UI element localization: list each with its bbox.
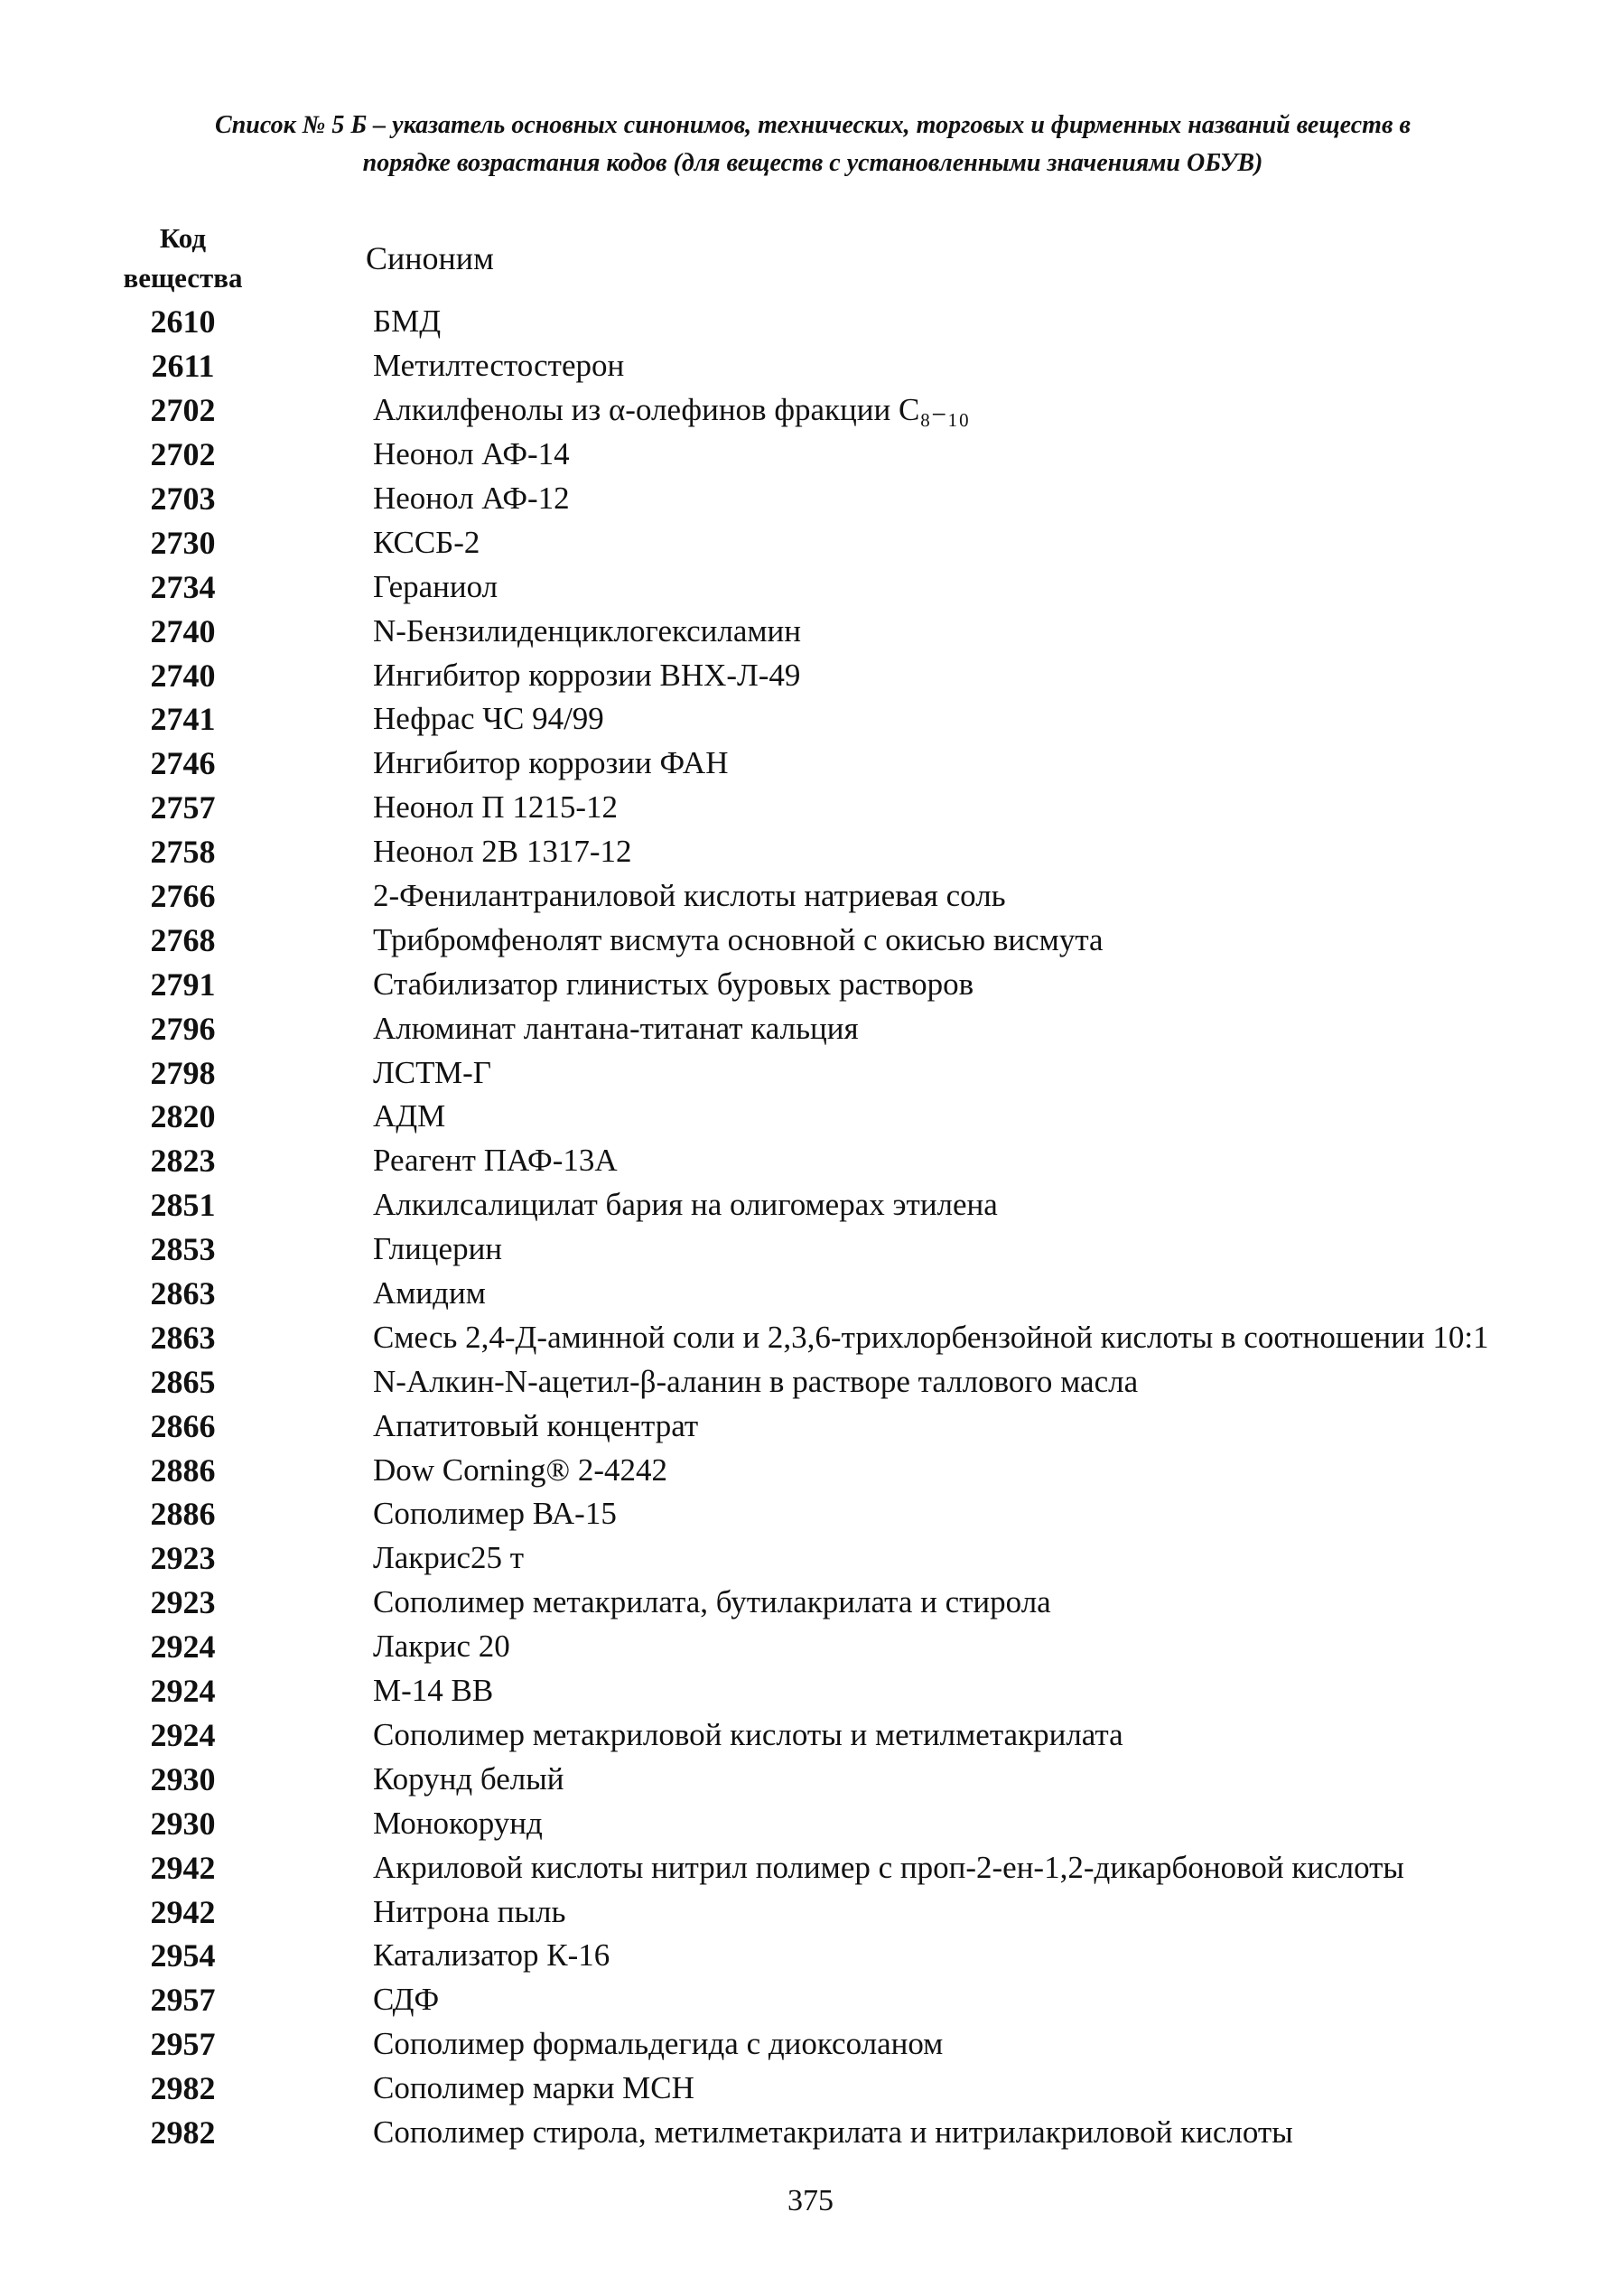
table-row <box>90 2022 1553 2067</box>
code-header-line-1: Код <box>159 222 207 254</box>
substance-code: 2886 <box>150 1451 216 1489</box>
substance-code: 2942 <box>150 1893 216 1930</box>
substance-code: 2863 <box>150 1275 216 1312</box>
table-row <box>90 1890 1553 1934</box>
substance-synonym: 2-Фенилантраниловой кислоты натриевая соль <box>373 878 1006 914</box>
table-row <box>90 1978 1553 2022</box>
substance-synonym: М-14 ВВ <box>373 1673 494 1709</box>
table-row <box>90 1669 1553 1713</box>
substance-code: 2820 <box>150 1098 216 1135</box>
substance-synonym: Смесь 2,4-Д-аминной соли и 2,3,6-трихлорбензойной кислоты в соотношении 10:1 <box>373 1319 1489 1355</box>
substance-synonym: Неонол АФ-12 <box>373 481 570 516</box>
table-row <box>90 1492 1553 1536</box>
table-row <box>90 697 1553 742</box>
substance-code: 2730 <box>150 524 216 561</box>
substance-code: 2866 <box>150 1407 216 1444</box>
substance-synonym: Неонол П 1215-12 <box>373 789 618 826</box>
substance-code: 2796 <box>150 1010 216 1047</box>
substance-code: 2923 <box>150 1540 216 1577</box>
substance-code: 2758 <box>150 834 216 871</box>
table-row <box>90 1801 1553 1845</box>
substance-synonym: Алкилфенолы из α-олефинов фракции С₈₋₁₀ <box>373 392 970 428</box>
substance-synonym: Глицерин <box>373 1231 503 1267</box>
substance-code: 2942 <box>150 1849 216 1886</box>
substance-synonym: Катализатор К-16 <box>373 1937 610 1974</box>
table-row <box>90 1183 1553 1227</box>
table-row <box>90 1581 1553 1625</box>
table-row <box>90 653 1553 697</box>
substance-synonym: N-Бензилиденциклогексиламин <box>373 612 801 649</box>
substance-synonym: Неонол АФ-14 <box>373 436 570 472</box>
substance-synonym: Акриловой кислоты нитрил полимер с проп-2-ен-1,2-дикарбоновой кислоты <box>373 1849 1404 1885</box>
table-row <box>90 1315 1553 1359</box>
table-row <box>90 918 1553 962</box>
substance-synonym: Алкилсалицилат бария на олигомерах этилена <box>373 1187 998 1223</box>
table-row <box>90 1713 1553 1758</box>
table-row <box>90 2067 1553 2111</box>
substance-synonym: Монокорунд <box>373 1805 543 1841</box>
substance-synonym: Амидим <box>373 1275 486 1311</box>
substance-code: 2957 <box>150 1982 216 2019</box>
substance-synonym: АДМ <box>373 1098 446 1134</box>
table-row <box>90 1845 1553 1890</box>
substance-code: 2702 <box>150 392 216 429</box>
table-row <box>90 786 1553 830</box>
substance-code: 2886 <box>150 1496 216 1533</box>
table-row <box>90 520 1553 565</box>
page-heading <box>81 107 1544 182</box>
table-row <box>90 1934 1553 1978</box>
table-row <box>90 1536 1553 1581</box>
substance-code: 2798 <box>150 1054 216 1091</box>
substance-synonym: КССБ-2 <box>373 524 480 560</box>
table-row <box>90 388 1553 433</box>
substance-code: 2865 <box>150 1363 216 1400</box>
substance-synonym: Гераниол <box>373 568 498 604</box>
substance-code: 2703 <box>150 481 216 517</box>
table-row <box>90 1625 1553 1669</box>
substance-synonym: Неонол 2В 1317-12 <box>373 834 632 870</box>
substance-code: 2823 <box>150 1143 216 1180</box>
substance-code: 2611 <box>151 348 215 385</box>
table-row <box>90 477 1553 521</box>
table-row <box>90 742 1553 786</box>
substance-synonym: Нитрона пыль <box>373 1893 566 1929</box>
table-row <box>90 1050 1553 1095</box>
heading-line-2: порядке возрастания кодов (для веществ с установленными значениями ОБУВ) <box>362 149 1263 177</box>
table-row <box>90 830 1553 874</box>
substance-synonym: Реагент ПАФ-13А <box>373 1143 618 1179</box>
substance-code: 2768 <box>150 921 216 958</box>
table-header <box>90 217 1553 300</box>
table-row <box>90 962 1553 1006</box>
substance-code: 2924 <box>150 1673 216 1710</box>
page-number: 375 <box>787 2184 834 2217</box>
substance-code: 2740 <box>150 612 216 649</box>
substance-code: 2930 <box>150 1805 216 1842</box>
substance-synonym: БМД <box>373 303 442 340</box>
table-row <box>90 1006 1553 1050</box>
substance-code: 2954 <box>150 1937 216 1974</box>
table-row <box>90 565 1553 609</box>
table-row <box>90 1359 1553 1404</box>
substance-synonym: Метилтестостерон <box>373 348 625 384</box>
substance-code: 2853 <box>150 1231 216 1268</box>
substance-code: 2746 <box>150 745 216 782</box>
substance-code: 2982 <box>150 2114 216 2151</box>
substance-code: 2741 <box>150 701 216 738</box>
substance-synonym: ЛСТМ-Г <box>373 1054 492 1090</box>
heading-line-1: Список № 5 Б – указатель основных синонимов, технических, торговых и фирменных названий веществ в <box>215 111 1411 139</box>
substance-synonym: Корунд белый <box>373 1760 564 1797</box>
table-row <box>90 1095 1553 1139</box>
substance-code: 2740 <box>150 657 216 694</box>
code-header-line-2: вещества <box>123 262 243 294</box>
substance-synonym: Апатитовый концентрат <box>373 1407 699 1443</box>
substance-synonym: Dow Corning® 2-4242 <box>373 1451 668 1488</box>
substance-synonym: Алюминат лантана-титанат кальция <box>373 1010 859 1046</box>
substance-synonym: N-Алкин-N-ацетил-β-аланин в растворе таллового масла <box>373 1363 1139 1399</box>
table-row <box>90 1272 1553 1316</box>
table-row <box>90 433 1553 477</box>
table-row <box>90 1139 1553 1183</box>
substance-code: 2851 <box>150 1187 216 1224</box>
substance-synonym: СДФ <box>373 1982 440 2018</box>
substance-synonym: Ингибитор коррозии ВНХ-Л-49 <box>373 657 801 693</box>
synonym-column-header: Синоним <box>366 240 494 276</box>
table-body <box>90 300 1553 2154</box>
substance-synonym: Ингибитор коррозии ФАН <box>373 745 729 781</box>
substance-code: 2924 <box>150 1629 216 1666</box>
substance-synonym: Сополимер метакриловой кислоты и метилметакрилата <box>373 1716 1123 1752</box>
substance-code: 2702 <box>150 436 216 473</box>
substance-code: 2863 <box>150 1319 216 1356</box>
substance-synonym: Сополимер ВА-15 <box>373 1496 617 1532</box>
substance-code: 2791 <box>150 966 216 1003</box>
substance-synonym: Сополимер марки МСН <box>373 2070 694 2106</box>
substance-synonym: Нефрас ЧС 94/99 <box>373 701 604 737</box>
table-row <box>90 1404 1553 1448</box>
substance-code: 2923 <box>150 1584 216 1621</box>
substance-code: 2766 <box>150 878 216 915</box>
substance-code: 2757 <box>150 789 216 826</box>
substance-synonym: Сополимер метакрилата, бутилакрилата и стирола <box>373 1584 1051 1620</box>
code-column-header <box>90 219 275 298</box>
substance-synonym: Сополимер стирола, метилметакрилата и нитрилакриловой кислоты <box>373 2114 1293 2150</box>
substance-synonym: Лакрис 20 <box>373 1629 510 1665</box>
table-row <box>90 609 1553 653</box>
substance-code: 2924 <box>150 1716 216 1753</box>
substance-code: 2982 <box>150 2070 216 2107</box>
substance-synonym: Стабилизатор глинистых буровых растворов <box>373 966 974 1002</box>
table-row <box>90 300 1553 344</box>
substance-code: 2930 <box>150 1760 216 1797</box>
table-row <box>90 344 1553 388</box>
substance-code: 2957 <box>150 2026 216 2063</box>
substance-code: 2610 <box>150 303 216 341</box>
table-row <box>90 874 1553 919</box>
substance-code: 2734 <box>150 568 216 605</box>
synonym-table <box>90 217 1553 2154</box>
table-row <box>90 1227 1553 1272</box>
substance-synonym: Трибромфенолят висмута основной с окисью висмута <box>373 921 1104 957</box>
table-row <box>90 1448 1553 1492</box>
table-row <box>90 2111 1553 2155</box>
substance-synonym: Сополимер формальдегида с диоксоланом <box>373 2026 944 2062</box>
table-row <box>90 1757 1553 1801</box>
substance-synonym: Лакрис25 т <box>373 1540 525 1576</box>
